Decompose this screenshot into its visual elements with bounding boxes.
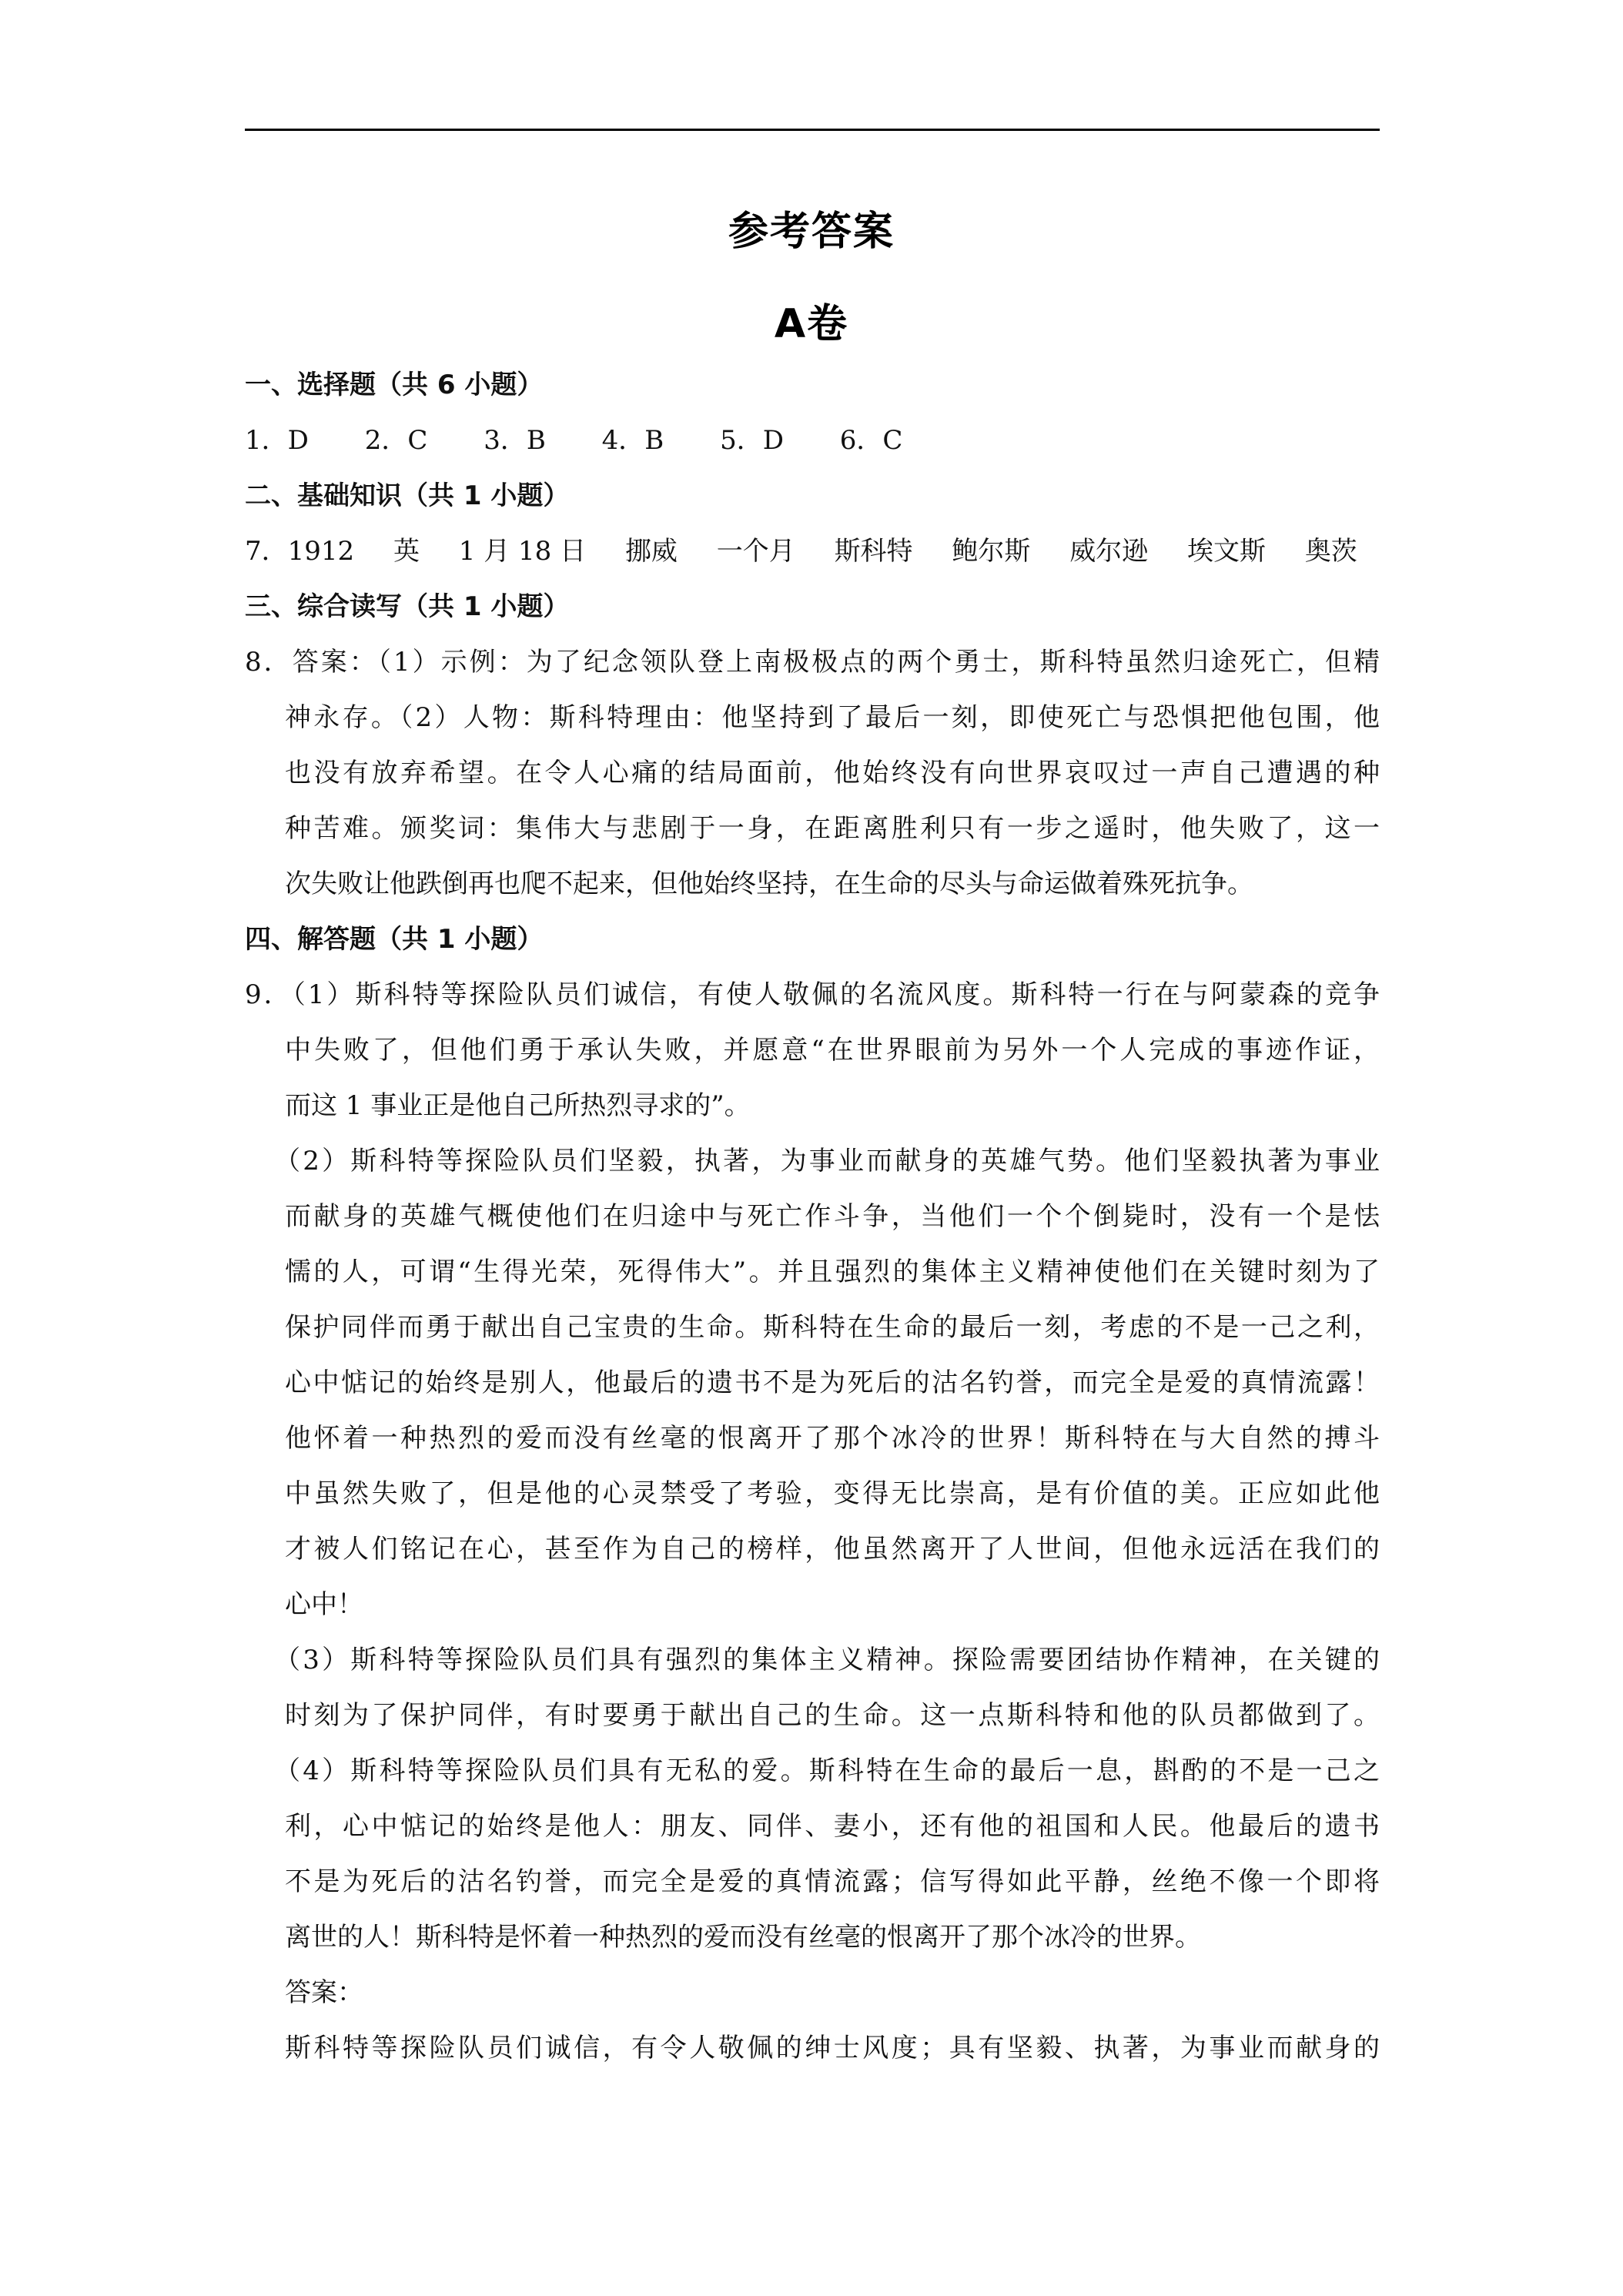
answer-item: 6．C <box>839 425 903 456</box>
q9-line: 懦的人，可谓“生得光荣，死得伟大”。并且强烈的集体主义精神使他们在关键时刻为了 <box>285 1257 1380 1287</box>
q7-item: 埃文斯 <box>1187 536 1266 567</box>
q9-line: 他怀着一种热烈的爱而没有丝毫的恨离开了那个冰冷的世界！斯科特在与大自然的搏斗 <box>285 1423 1380 1454</box>
answer-item: 2．C <box>364 425 428 456</box>
answer-item: 5．D <box>720 425 784 456</box>
q9-line: 心中惦记的始终是别人，他最后的遗书不是为死后的沽名钓誉，而完全是爱的真情流露！ <box>285 1367 1380 1398</box>
section-heading-reading-writing: 三、综合读写（共 1 小题） <box>245 591 570 622</box>
section-heading-choice: 一、选择题（共 6 小题） <box>245 370 544 400</box>
q8-line: 次失败让他跌倒再也爬不起来，但他始终坚持，在生命的尽头与命运做着殊死抗争。 <box>285 869 1253 899</box>
q7-item: 一个月 <box>716 536 795 567</box>
q7-item: 鲍尔斯 <box>952 536 1031 567</box>
q9-line: 斯科特等探险队员们诚信，有令人敬佩的绅士风度；具有坚毅、执著，为事业而献身的 <box>285 2033 1380 2063</box>
answer-item: 3．B <box>484 425 546 456</box>
q8-line: 8．答案：（1）示例：为了纪念领队登上南极极点的两个勇士，斯科特虽然归途死亡，但精 <box>245 647 1380 678</box>
q9-line: 不是为死后的沽名钓誉，而完全是爱的真情流露；信写得如此平静，丝绝不像一个即将 <box>285 1866 1380 1897</box>
q8-line: 也没有放弃希望。在令人心痛的结局面前，他始终没有向世界哀叹过一声自己遭遇的种 <box>285 758 1380 788</box>
q9-line: 9．（1）斯科特等探险队员们诚信，有使人敬佩的名流风度。斯科特一行在与阿蒙森的竞争 <box>245 979 1380 1010</box>
page-title: 参考答案 <box>728 209 895 255</box>
choice-answers <box>245 423 902 457</box>
q8-line: 种苦难。颁奖词：集伟大与悲剧于一身，在距离胜利只有一步之遥时，他失败了，这一 <box>285 813 1380 844</box>
q9-line: 保护同伴而勇于献出自己宝贵的生命。斯科特在生命的最后一刻，考虑的不是一己之利， <box>285 1312 1380 1343</box>
q8-line: 神永存。（2）人物：斯科特理由：他坚持到了最后一刻，即使死亡与恐惧把他包围，他 <box>285 702 1380 733</box>
q7-item: 奥茨 <box>1304 536 1357 567</box>
q7-item: 英 <box>393 536 420 567</box>
answer-item: 1．D <box>245 425 309 456</box>
q9-line: 而献身的英雄气概使他们在归途中与死亡作斗争，当他们一个个倒毙时，没有一个是怯 <box>285 1201 1380 1232</box>
q7-item: 挪威 <box>624 536 678 567</box>
question-7-answer <box>245 534 1357 568</box>
q7-item: 威尔逊 <box>1069 536 1149 567</box>
q9-line: 利，心中惦记的始终是他人：朋友、同伴、妻小，还有他的祖国和人民。他最后的遗书 <box>285 1811 1380 1842</box>
q9-answer-label: 答案： <box>285 1977 363 2008</box>
answer-item: 4．B <box>601 425 664 456</box>
q7-item: 斯科特 <box>834 536 913 567</box>
q9-line: 离世的人！斯科特是怀着一种热烈的爱而没有丝毫的恨离开了那个冰冷的世界。 <box>285 1922 1201 1953</box>
q9-line: （4）斯科特等探险队员们具有无私的爱。斯科特在生命的最后一息，斟酌的不是一己之 <box>274 1755 1380 1786</box>
q9-line: （3）斯科特等探险队员们具有强烈的集体主义精神。探险需要团结协作精神，在关键的 <box>274 1645 1380 1675</box>
q9-line: 中失败了，但他们勇于承认失败，并愿意“在世界眼前为另外一个人完成的事迹作证， <box>285 1035 1380 1066</box>
q7-item: 7．1912 <box>245 536 355 567</box>
q9-line: 才被人们铭记在心，甚至作为自己的榜样，他虽然离开了人世间，但他永远活在我们的 <box>285 1534 1380 1565</box>
q9-line: 中虽然失败了，但是他的心灵禁受了考验，变得无比崇高，是有价值的美。正应如此他 <box>285 1478 1380 1509</box>
q9-line: 时刻为了保护同伴，有时要勇于献出自己的生命。这一点斯科特和他的队员都做到了。 <box>285 1700 1380 1731</box>
q9-line: （2）斯科特等探险队员们坚毅，执著，为事业而献身的英雄气势。他们坚毅执著为事业 <box>274 1146 1380 1176</box>
q7-item: 1 月 18 日 <box>458 536 587 567</box>
header-rule <box>245 129 1380 131</box>
q9-line: 心中！ <box>285 1589 363 1620</box>
section-heading-basics: 二、基础知识（共 1 小题） <box>245 480 570 511</box>
q9-line: 而这 1 事业正是他自己所热烈寻求的”。 <box>285 1090 751 1121</box>
page-subtitle: A卷 <box>774 301 849 347</box>
section-heading-solution: 四、解答题（共 1 小题） <box>245 924 544 955</box>
